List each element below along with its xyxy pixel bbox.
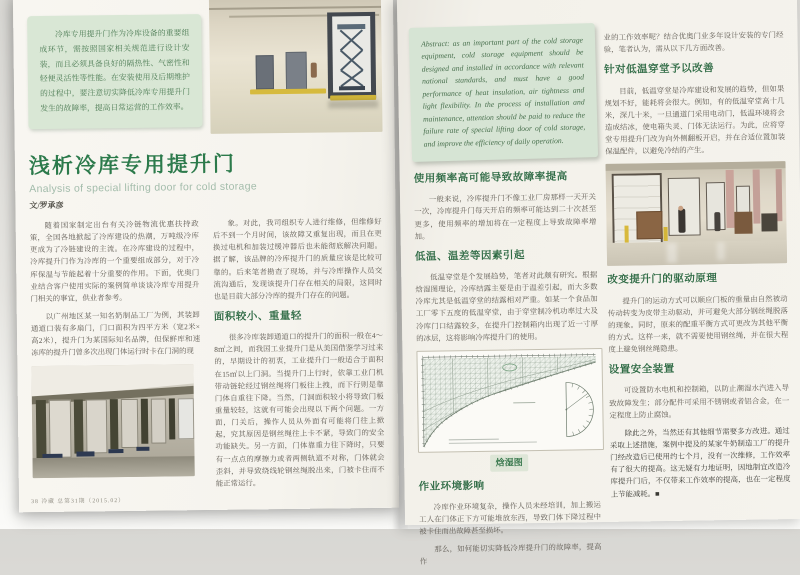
section-heading-area-weight: 面积较小、重量轻 [214, 307, 383, 326]
dock-bumper [136, 446, 149, 450]
warehouse-interior-photo [209, 0, 383, 134]
heading-improve-corridor: 针对低温穿堂予以改善 [604, 59, 784, 79]
chart-footnote-line [449, 441, 537, 443]
english-abstract-text: Abstract: as an important part of the cold storage equipment, cold storage equipment should be designed and installed in accordance with relevant national standards, and must have a good performance of heat insulation, air tightness and light flexibility. In the process of installation and maintenance, attention should be paid to reduce the failure rate of special lifting door of cold storage, and improve the efficiency of daily operation. [421, 34, 586, 150]
paragraph: 很多冷库装卸通道口的提升门的面积一般在4～8㎡之间，而我国工业提升门是从美国借鉴学习过来的，早期设计的初衷，工业提升门一般适合于面积在15㎡以上门洞。当提升门上行时，依靠工业门机带动链轮经过钢丝绳将门板往上拽，而下行则是靠门体自重往下降。当然，门洞面积较小将导致门板重量较轻，这就有可能会出现以下两个问题。一方面，门关后，操作人员从外面有可能将门往上掀起，究其原因是钢丝绳往上卡不紧，导致门的安全功能缺失。另一方面，门体靠重力往下降时，只要有一点点的摩擦力或者两侧轨道不对称，门体就会歪斜，并导致绕线轮钢丝绳脱出来，门被卡住而不能正常运行。 [214, 330, 385, 490]
warehouse-floor [607, 240, 787, 266]
heading-safety-devices: 设置安全装置 [609, 359, 789, 379]
chart-caption: 焓湿图 [418, 453, 600, 473]
worker-figure [714, 212, 720, 231]
truck-box [178, 398, 194, 439]
dock-shelter [36, 400, 46, 458]
dock-door [121, 398, 139, 447]
dock-shelter [74, 399, 83, 453]
body-column-1 [30, 218, 202, 498]
dock-door [86, 399, 107, 453]
heading-low-temperature: 低温、温差等因素引起 [415, 246, 597, 266]
paragraph: 业的工作效率呢？结合优奥门业多年设计安装的专门经验，笔者认为，需从以下几方面改善。 [603, 29, 783, 56]
heading-drive-principle: 改变提升门的驱动原理 [607, 269, 787, 289]
chart-label-line [513, 402, 535, 403]
pink-column [753, 170, 761, 224]
floor-shadow [328, 100, 378, 109]
magazine-right-page [397, 0, 800, 525]
dock-bumper [76, 451, 94, 456]
paragraph: 冷库作业环境复杂，操作人员未经培训，加上搬运工人在门体正下方可能堆放东西，导致门体下降过程中被卡住而出故障甚至损坏。 [419, 499, 602, 538]
paragraph: 随着国家制定出台有关冷链物流优惠扶持政策，全国各地掀起了冷库建设的热潮，万吨级冷库更成为了冷链建设的主流。在冷库建设的过程中，冷库提升门作为冷库的一个重要组成部分，对于冷库保温与节能起着十分重要的作用。下面，优奥门业结合客户使用实际的案例简单谈谈冷库专用提升门相关的事宜，供业者参考。 [30, 218, 200, 305]
floor-reflection [717, 242, 725, 260]
forklift [761, 214, 777, 232]
right-page-column-1 [414, 164, 602, 574]
worker-figure [311, 63, 317, 78]
dock-ground [33, 456, 195, 478]
right-page-column-2 [603, 29, 790, 507]
paragraph: 提升门的运动方式可以顺应门板的重量由自然被动传动转变为皮带主动驱动，并可避免大部分钢丝绳脱落的现象。同时，原来的配重平衡方式可更改为其他平衡的方式。这样一来，就不需要使用钢丝绳，并在很大程度上避免钢丝绳隐患。 [608, 293, 789, 357]
ceiling-pipe [209, 6, 381, 10]
cold-room-door [286, 52, 307, 90]
yellow-bollard [664, 227, 668, 241]
page-title: 浅析冷库专用提升门 [29, 146, 379, 180]
body-column-2 [213, 216, 385, 496]
chinese-abstract-box [27, 14, 202, 129]
pallet-boxes [734, 212, 752, 234]
floor-reflection [667, 243, 677, 263]
heading-usage-frequency: 使用频率高可能导致故障率提高 [414, 168, 596, 188]
yellow-guard-rail [250, 89, 326, 95]
dock-operations-photo [606, 161, 788, 266]
paragraph: 那么，如何能切实降低冷库提升门的故障率，提高作 [419, 541, 601, 568]
chart-footnote-line [449, 438, 499, 440]
paragraph: 目前，低温穿堂是冷库建设和发展的趋势，但如果规划不好，能耗将会很大。例如，有的低温穿堂高十几米，深几十米，一旦通道门采用电动门，低温环境将会造成结冰，使电箱失灵、门体无法运行。为此，应将穿堂专用提升门改为向外侧翻板开启，并在合适位置加装保温配件，以避免冷结的产生。 [604, 83, 785, 159]
scissor-lift-icon [332, 16, 371, 92]
cold-room-door [256, 55, 274, 89]
door-opening [332, 16, 371, 92]
paragraph: 可设置防水电机和控制箱，以防止潮湿水汽进入导致故障发生；部分配件可采用不锈钢或者铝合金，在一定程度上防止腐蚀。 [609, 383, 790, 422]
lift-door-frame [327, 12, 376, 99]
page-subtitle: Analysis of special lifting door for cold storage [29, 179, 379, 195]
loading-dock-photo [31, 364, 194, 478]
paragraph: 低温穿堂是个发展趋势，笔者对此颇有研究。根据焓湿图理论，冷库结露主要是由于温差引起，而大多数冷库尤其是低温穿堂的结露相对严重。如某一个食品加工厂零下五度的低温穿堂，由于穿堂制冷机功率过大及冷库门口结露较多，在提升门控制箱内出现了近一寸厚的冰层，这将影响冷库提升门的使用。 [415, 269, 598, 345]
magazine-left-page [13, 0, 399, 512]
closing-paragraph: 除此之外，当然还有其他细节需要多方改进。通过采取上述措施，案例中提及的某家牛奶制造工厂的提升门经改造后已使用约七个月，没有一次维修，工作效率有了很大的提高。这无疑有力地证明，因地制宜改造冷库提升门后，不仅带来工作效率的提高，也在一定程度上节能减耗。■ [610, 425, 791, 501]
psychrometric-chart [416, 348, 604, 453]
dock-bumper [108, 449, 123, 453]
pallet-boxes [636, 211, 662, 239]
english-abstract-box [409, 23, 598, 162]
worker-figure [678, 209, 685, 233]
dock-door [151, 398, 166, 443]
article-header [29, 146, 380, 195]
psychrometric-chart-figure [417, 349, 603, 452]
paragraph: 以广州地区某一知名奶制品工厂为例，其装卸通道口装有多扇门，门口面积为四平方米（宽2米×高2米），提升门为某国际知名品牌，但保鲜库和速冻库的提升门曾多次出现门体运行时卡在门洞的现 [31, 309, 201, 360]
chinese-abstract-text: 冷库专用提升门作为冷库设备的重要组成环节，需按照国家相关规范进行设计安装，而且必须具备良好的隔热性、气密性和轻便灵活性等性能。在安装使用及后期维护的过程中，要注意切实降低冷库专用提升门发生的故障率，提高日常运营的工作效率。 [39, 26, 190, 117]
article-body [30, 216, 385, 498]
pink-column [726, 170, 735, 228]
paragraph: 象。对此，我司组织专人进行维修，但维修好后不到一个月时间，该故障又重复出现，而且在更换过电机和加装过缓冲器后也未能彻底解决问题。据了解，该品牌的冷库提升门的质量应该是比较可靠的。后来笔者勘查了现场，并与冷库操作人员交流沟通后，发现该提升门存在相关的局限，这同时也是目前大部分冷库的提升门存在的问题。 [213, 216, 383, 303]
dock-shelter [141, 398, 149, 443]
author-byline: 文/罗承彦 [29, 200, 63, 211]
dock-shelter [169, 398, 176, 439]
page-footer: 38 冷藏 总第31期（2015.02） [31, 495, 125, 505]
paragraph: 一般来说，冷库提升门不像工业厂房那样一天开关一次，冷库提升门每天开启的频率可能达到二十次甚至更多，使用频率的增加将在一定程度上导致故障率增加。 [414, 191, 597, 242]
dock-door-row [36, 398, 195, 456]
heading-work-environment: 作业环境影响 [418, 476, 600, 496]
dock-door [48, 399, 72, 457]
dock-shelter [109, 399, 118, 449]
yellow-bollard [624, 226, 628, 243]
